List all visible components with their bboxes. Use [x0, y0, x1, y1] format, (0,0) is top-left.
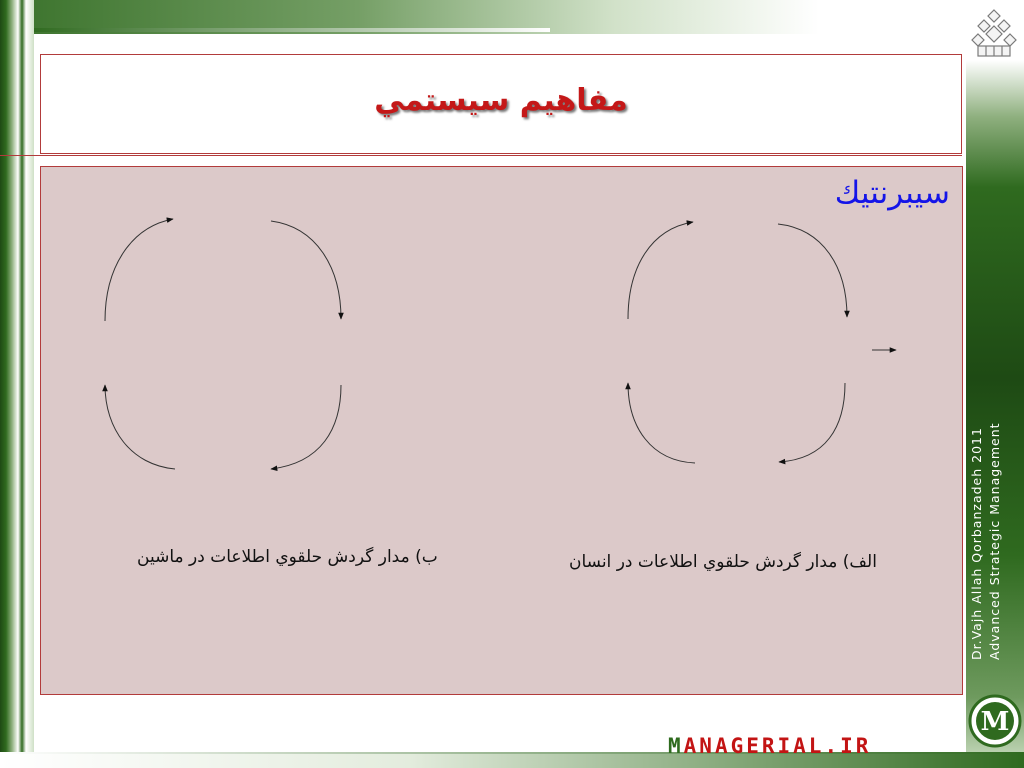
- human-arc-top-right: [778, 224, 847, 317]
- human-arc-top-left: [628, 222, 693, 319]
- left-frame: [0, 0, 34, 768]
- right-frame: [966, 60, 1024, 768]
- machine-arc-bottom-left: [105, 385, 175, 469]
- brand-first-letter: M: [668, 734, 684, 758]
- human-arc-bottom-left: [628, 383, 695, 463]
- svg-text:M: M: [980, 707, 1010, 737]
- caption-machine: ب) مدار گردش حلقوي اطلاعات در ماشين: [137, 547, 438, 567]
- brand-wordmark[interactable]: [668, 734, 871, 758]
- course-credit: Advanced Strategic Management: [987, 422, 1002, 660]
- m-logo-icon[interactable]: [968, 690, 1022, 752]
- machine-arc-top-left: [105, 219, 173, 321]
- caption-human: الف) مدار گردش حلقوي اطلاعات در انسان: [569, 552, 877, 572]
- human-arc-bottom-right: [779, 383, 845, 462]
- machine-arc-top-right: [271, 221, 341, 319]
- machine-loop-diagram: [105, 219, 341, 469]
- top-frame-line: [30, 28, 550, 32]
- side-credit: [968, 422, 1004, 660]
- content-panel: [40, 166, 963, 695]
- brand-rest: ANAGERIAL.IR: [683, 734, 872, 758]
- title-underline: [0, 155, 962, 156]
- section-heading: سيبرنتيك: [834, 175, 950, 211]
- slide-title: مفاهيم سيستمي: [374, 83, 628, 118]
- machine-arc-bottom-right: [271, 385, 341, 469]
- emblem-icon: [966, 6, 1022, 62]
- author-credit: Dr.Vajh Allah Qorbanzadeh 2011: [969, 427, 984, 660]
- loop-diagrams: [41, 167, 962, 694]
- human-loop-diagram: [628, 222, 896, 463]
- title-box: [40, 54, 962, 154]
